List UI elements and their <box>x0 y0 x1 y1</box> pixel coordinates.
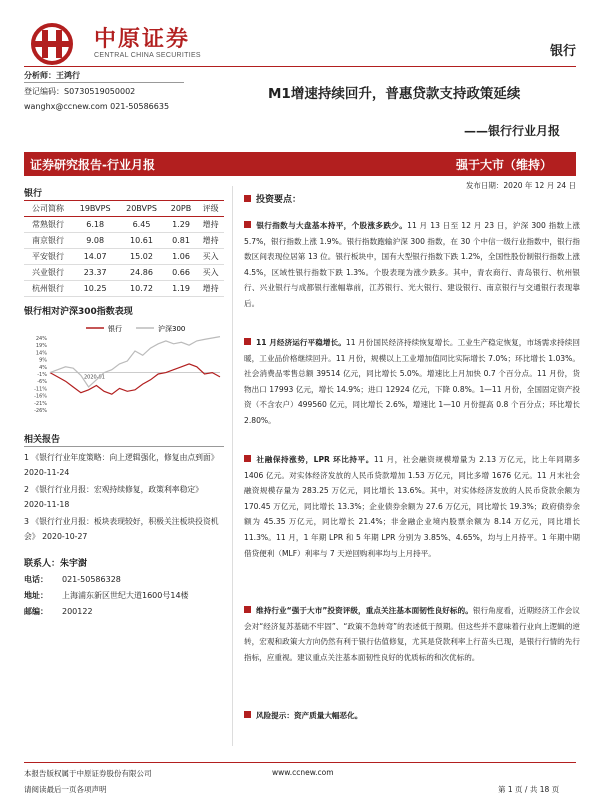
series-line-bank <box>50 364 220 394</box>
table-row <box>24 217 224 233</box>
report-title: M1增速持续回升，普惠贷款支持政策延续 <box>268 86 521 102</box>
analyst-reg: 登记编码：S0730519050002 <box>24 87 136 96</box>
table-cell: 1.29 <box>165 217 198 233</box>
contact-zip-row <box>24 606 93 617</box>
point-5 <box>244 708 580 724</box>
report-subtitle: ——银行行业月报 <box>463 124 560 138</box>
table-cell: 23.37 <box>72 265 118 281</box>
related-report-2[interactable]: 2 《银行行业月报：宏观持续修复，政策利率稳定》 2020-11-18 <box>24 485 203 509</box>
logo-text-cn: 中原证券 <box>94 27 191 52</box>
contact-phone-label: 电话： <box>24 575 48 584</box>
related-section-title: 相关报告 <box>24 435 61 445</box>
bullet-icon <box>244 455 251 462</box>
table-cell: 常熟银行 <box>24 217 72 233</box>
stock-table <box>24 200 224 297</box>
related-report-1[interactable]: 1 《银行行业年度策略：向上逻辑强化，修复由点到面》 2020-11-24 <box>24 453 219 477</box>
legend-label-bank: 银行 <box>108 325 122 333</box>
footer-url[interactable]: www.ccnew.com <box>272 768 334 777</box>
industry-label: 银行 <box>549 44 576 59</box>
logo-text-en: CENTRAL CHINA SECURITIES <box>94 52 201 59</box>
contact-phone-row <box>24 574 121 585</box>
table-cell: 6.18 <box>72 217 118 233</box>
table-cell: 15.02 <box>118 249 164 265</box>
analyst-name: 分析师：王鸿行 <box>24 71 80 80</box>
table-cell: 10.61 <box>118 233 164 249</box>
table-row <box>24 249 224 265</box>
y-tick-label: -26% <box>34 408 47 414</box>
stock-section-title: 银行 <box>24 189 43 199</box>
point-1-text: 11 月 13 日至 12 月 23 日，沪深 300 指数上涨 5.7%，银行指数上涨 1.9%。银行指数跑输沪深 300 指数，在 30 个中信一级行业指数中，银行指数区间表现位居第 13 位。银行板块中，国有大型银行指数下跌 1.2%，全国性股份制银行指数上涨 4.5%，区域性银行指数下跌 1.3%。个股表现为涨少跌多。其中，青农商行、青岛银行、杭州银行、兴业银行与成都银行涨幅靠前，江苏银行、光大银行、建设银行、南京银行与交通银行表现靠后。 <box>244 221 580 308</box>
chart-title: 银行相对沪深300指数表现 <box>24 307 133 317</box>
point-3-text: 11 月，社会融资规模增量为 2.13 万亿元，比上年同期多 1406 亿元。对实体经济发放的人民币贷款增加 1.53 万亿元，同比多增 1676 亿元。11 月末社会融资规模存量为 283.25 万亿元，同比增长 13.6%。其中，对实体经济发放的人民币贷款余额为 170.45 万亿元，同比增长 13.3%；企业债券余额为 27.6 万亿元，同比增长 19.3%；政府债券余额为 45.35 万亿元，同比增长 21.4%；非金融企业境内股票余额为 8.14 万亿元，同比增长 11.3%。11 月，1 年期 LPR 和 5 年期 LPR 分别为 3.85%、4.65%，均与上月持平。1 年期中期借贷便利（MLF）利率与 7 天逆回购利率均与上月持平。 <box>244 455 580 558</box>
table-cell: 增持 <box>197 233 224 249</box>
related-report-3[interactable]: 3 《银行行业月报：板块表现较好，积极关注板块投资机会》 2020-10-27 <box>24 517 219 541</box>
table-header: 19BVPS <box>72 201 118 217</box>
table-cell: 平安银行 <box>24 249 72 265</box>
point-2-lead: 11 月经济运行平稳增长。 <box>256 338 346 347</box>
point-2-text: 11 月份国民经济持续恢复增长。工业生产稳定恢复，市场需求持续回暖，工业品价格继续回升。11 月份，规模以上工业增加值同比实际增长 7.0%；环比增长 1.03%。社会消费品零售总额 39514 亿元，同比增长 5.0%。增速比上月加快 0.7 个百分点。11 月份，货物出口 17993 亿元，增长 14.9%；进口 12924 亿元，下降 0.8%。1—11 月份，全国固定资产投资（不含农户）499560 亿元，同比增长 2.6%，增速比 1—10 月份提高 0.8 个百分点；环比增长 2.80%。 <box>244 338 580 425</box>
point-4 <box>244 603 580 665</box>
point-3 <box>244 452 580 561</box>
y-tick-label: 19% <box>35 343 47 350</box>
y-tick-label: 24% <box>35 336 47 342</box>
y-tick-label: 9% <box>39 357 47 364</box>
table-cell: 南京银行 <box>24 233 72 249</box>
y-tick-label: -11% <box>34 386 47 393</box>
table-cell: 9.08 <box>72 233 118 249</box>
contact-zip: 200122 <box>62 607 93 616</box>
legend-label-hs300: 沪深300 <box>158 325 186 333</box>
banner-report-type: 证券研究报告-行业月报 <box>30 158 155 172</box>
table-cell: 6.45 <box>118 217 164 233</box>
table-cell: 杭州银行 <box>24 281 72 297</box>
relative-performance-chart <box>24 320 224 416</box>
banner-rating: 强于大市（维持） <box>455 158 552 172</box>
publish-date: 发布日期：2020 年 12 月 24 日 <box>465 181 576 190</box>
x-tick-label: 2020-01 <box>84 374 105 381</box>
contact-address-row <box>24 590 189 601</box>
table-cell: 10.72 <box>118 281 164 297</box>
footer-page-number: 第 1 页 / 共 18 页 <box>498 785 560 794</box>
footer-disclaimer: 请阅读最后一页各项声明 <box>24 785 107 794</box>
related-divider <box>24 446 224 447</box>
analyst-contact: wanghx@ccnew.com 021-50586635 <box>24 102 170 111</box>
table-cell: 1.19 <box>165 281 198 297</box>
table-cell: 10.25 <box>72 281 118 297</box>
bullet-icon <box>244 221 251 228</box>
series-line-hs300 <box>50 337 220 387</box>
footer-copyright: 本报告版权属于中原证券股份有限公司 <box>24 769 152 778</box>
footer-divider <box>24 762 576 763</box>
table-cell: 24.86 <box>118 265 164 281</box>
table-cell: 增持 <box>197 281 224 297</box>
y-tick-label: -21% <box>34 400 47 407</box>
table-cell: 买入 <box>197 249 224 265</box>
table-row <box>24 233 224 249</box>
contact-phone: 021-50586328 <box>62 575 121 584</box>
table-header-row <box>24 201 224 217</box>
column-divider <box>232 186 233 746</box>
point-2 <box>244 335 580 429</box>
table-header: 公司简称 <box>24 201 72 217</box>
table-cell: 0.66 <box>165 265 198 281</box>
table-header: 评级 <box>197 201 224 217</box>
table-cell: 增持 <box>197 217 224 233</box>
table-row <box>24 265 224 281</box>
analyst-divider <box>24 82 184 83</box>
chart-legend <box>86 324 185 333</box>
contact-address-label: 地址： <box>24 591 48 600</box>
point-4-text: 银行角度看，近期经济工作会议会对“经济复苏基础不牢固”、“政策不急转弯”的表述低于预期。但这些并不意味着行业向上逻辑的逆转，宏观和政策大方向仍然有利于银行估值修复，尤其是贷款利率上行苗头已现，是银行行情的先行指标，应重视。建议重点关注基本面韧性良好的优质标的和次优标的。 <box>244 606 580 662</box>
contact-address: 上海浦东新区世纪大道1600号14楼 <box>62 591 189 600</box>
header-divider <box>24 66 576 67</box>
point-5-lead: 风险提示： <box>256 711 294 720</box>
point-1 <box>244 218 580 312</box>
table-header: 20BVPS <box>118 201 164 217</box>
point-4-lead: 维持行业“强于大市”投资评级，重点关注基本面韧性良好标的。 <box>256 606 473 615</box>
company-logo-icon <box>22 20 86 68</box>
bullet-icon <box>244 711 251 718</box>
y-tick-label: 14% <box>35 350 47 357</box>
report-banner <box>24 152 576 176</box>
table-cell: 买入 <box>197 265 224 281</box>
table-row <box>24 281 224 297</box>
point-5-text: 资产质量大幅恶化。 <box>293 711 363 720</box>
contact-name: 联系人：朱宇澍 <box>24 559 88 569</box>
point-3-lead: 社融保持涨势，LPR 环比持平。 <box>256 455 374 464</box>
table-cell: 0.81 <box>165 233 198 249</box>
table-cell: 兴业银行 <box>24 265 72 281</box>
y-tick-label: -16% <box>34 393 47 400</box>
bullet-icon <box>244 195 251 202</box>
table-header: 20PB <box>165 201 198 217</box>
table-cell: 14.07 <box>72 249 118 265</box>
table-cell: 1.06 <box>165 249 198 265</box>
point-1-lead: 银行指数与大盘基本持平，个股涨多跌少。 <box>256 221 408 230</box>
points-heading: 投资要点： <box>244 193 580 209</box>
y-tick-label: -6% <box>37 379 47 386</box>
contact-zip-label: 邮编： <box>24 607 48 616</box>
bullet-icon <box>244 338 251 345</box>
y-tick-label: -1% <box>37 372 47 378</box>
bullet-icon <box>244 606 251 613</box>
y-tick-label: 4% <box>39 364 47 371</box>
